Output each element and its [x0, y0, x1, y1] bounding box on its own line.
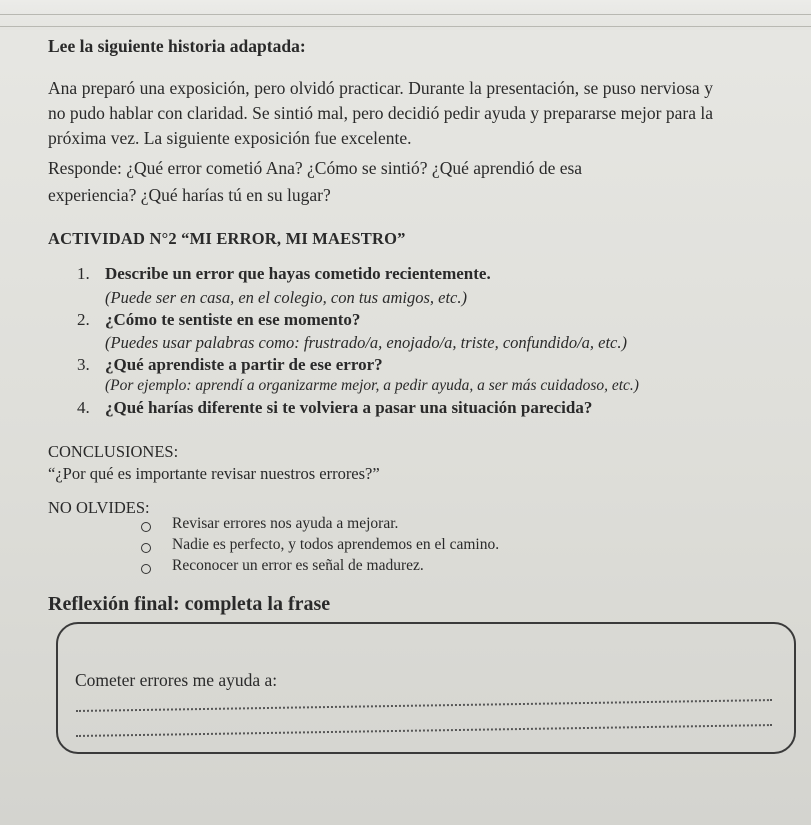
activity-item-2-number: 2.: [77, 310, 90, 329]
story-question-line-1: Responde: ¿Qué error cometió Ana? ¿Cómo se sintió? ¿Qué aprendió de esa: [48, 158, 583, 178]
activity-item-3-number: 3.: [77, 355, 90, 374]
circle-bullet-icon: [141, 564, 151, 574]
circle-bullet-icon: [141, 522, 151, 532]
reminders-title: NO OLVIDES:: [48, 498, 150, 517]
circle-bullet-icon: [141, 543, 151, 553]
activity-item-1-hint: (Puede ser en casa, en el colegio, con tus amigos, etc.): [105, 288, 467, 307]
activity-item-3-question: ¿Qué aprendiste a partir de ese error?: [105, 355, 383, 374]
activity-title: ACTIVIDAD N°2 “MI ERROR, MI MAESTRO”: [48, 229, 406, 248]
reminder-item-2: Nadie es perfecto, y todos aprendemos en el camino.: [172, 536, 500, 553]
reflection-prompt: Cometer errores me ayuda a:: [75, 670, 278, 690]
activity-item-2-question: ¿Cómo te sentiste en ese momento?: [105, 310, 361, 329]
previous-page-edge: [0, 0, 811, 30]
reflection-title: Reflexión final: completa la frase: [48, 593, 331, 615]
activity-item-1-question: Describe un error que hayas cometido recientemente.: [105, 264, 491, 283]
activity-item-4-number: 4.: [77, 398, 90, 417]
reminder-item-3: Reconocer un error es señal de madurez.: [172, 557, 424, 574]
conclusions-title: CONCLUSIONES:: [48, 442, 179, 461]
story-heading: Lee la siguiente historia adaptada:: [48, 36, 306, 56]
story-question-line-2: experiencia? ¿Qué harías tú en su lugar?: [48, 185, 331, 205]
activity-item-4-question: ¿Qué harías diferente si te volviera a pasar una situación parecida?: [105, 398, 593, 417]
activity-item-1-number: 1.: [77, 264, 90, 283]
reminder-item-1: Revisar errores nos ayuda a mejorar.: [172, 515, 399, 532]
conclusions-question: “¿Por qué es importante revisar nuestros errores?”: [48, 464, 380, 483]
activity-item-2-hint: (Puedes usar palabras como: frustrado/a, enojado/a, triste, confundido/a, etc.): [105, 333, 627, 352]
story-paragraph: Ana preparó una exposición, pero olvidó practicar. Durante la presentación, se puso nerviosa y no pudo hablar con claridad. Se sintió mal, pero decidió pedir ayuda y prepararse mejor para la próxima vez. La siguiente exposición fue excelente.: [48, 78, 713, 148]
activity-item-3-hint: (Por ejemplo: aprendí a organizarme mejor, a pedir ayuda, a ser más cuidadoso, etc.): [105, 377, 639, 394]
